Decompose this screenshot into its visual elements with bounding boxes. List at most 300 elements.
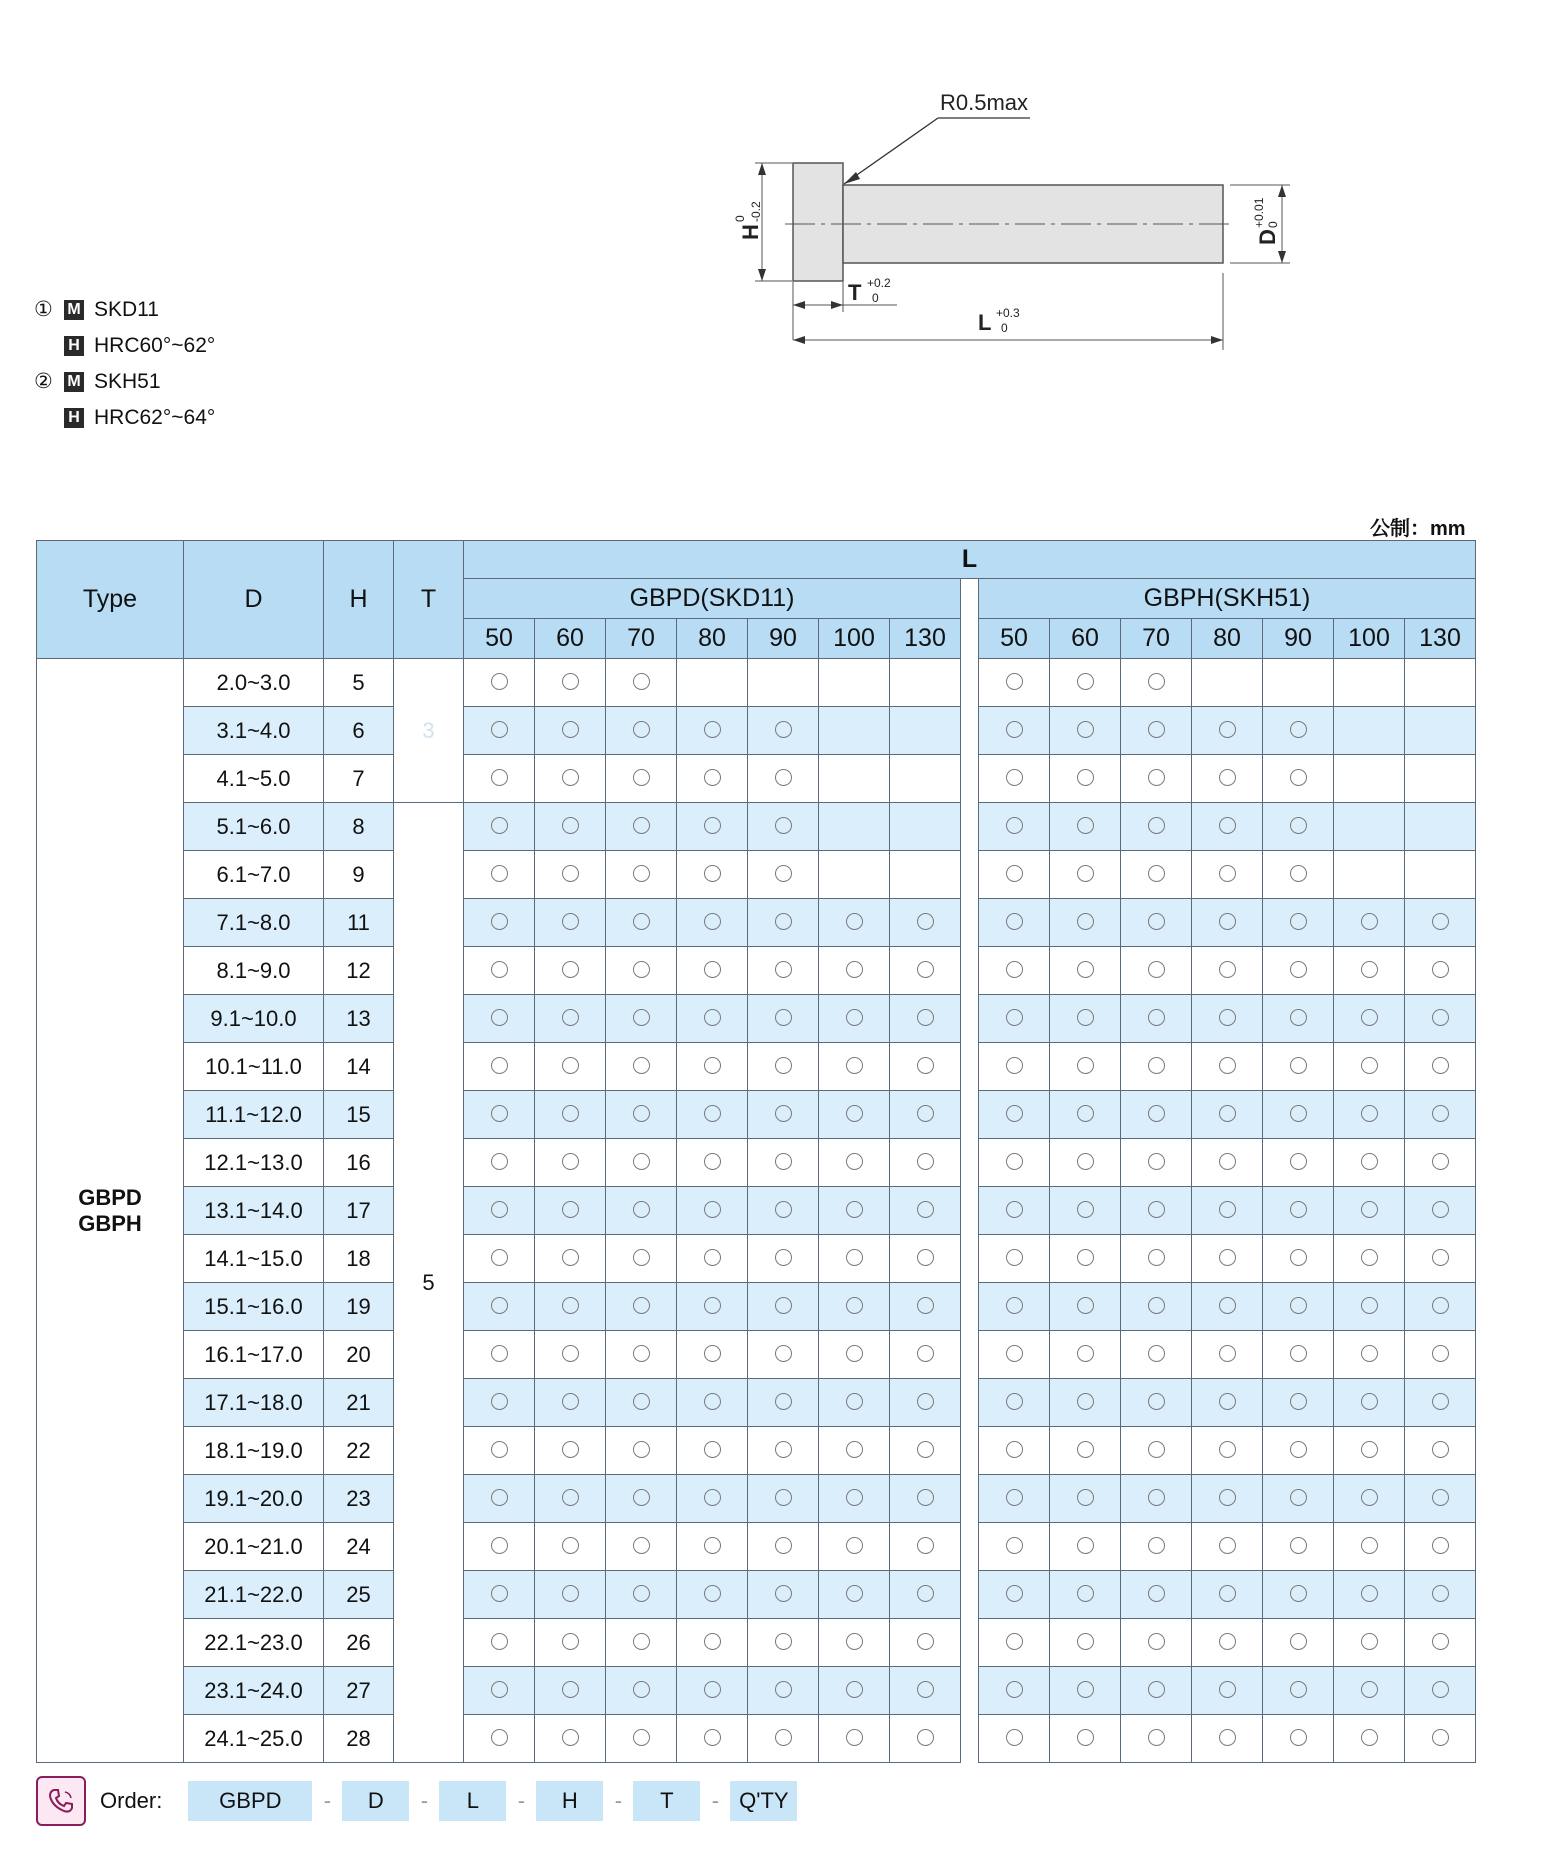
- available-circle-icon: [704, 1105, 721, 1122]
- d-cell: 18.1~19.0: [184, 1427, 324, 1475]
- available-circle-icon: [562, 1633, 579, 1650]
- availability-cell: [890, 1331, 961, 1379]
- table-body: [37, 659, 1476, 1763]
- availability-cell: [979, 803, 1050, 851]
- availability-cell: [1050, 1283, 1121, 1331]
- h-cell: 12: [324, 947, 394, 995]
- h-cell: 23: [324, 1475, 394, 1523]
- unit-label: 公制：mm: [1370, 518, 1466, 540]
- length-header: 100: [1334, 619, 1405, 659]
- available-circle-icon: [1290, 1153, 1307, 1170]
- availability-cell: [819, 1571, 890, 1619]
- d-header: D: [184, 541, 324, 659]
- available-circle-icon: [562, 721, 579, 738]
- available-circle-icon: [1006, 769, 1023, 786]
- availability-cell: [1192, 803, 1263, 851]
- availability-cell: [1405, 1331, 1476, 1379]
- available-circle-icon: [562, 865, 579, 882]
- available-circle-icon: [633, 1057, 650, 1074]
- available-circle-icon: [1432, 1633, 1449, 1650]
- order-label: Order:: [100, 1788, 163, 1813]
- availability-cell: [1121, 851, 1192, 899]
- available-circle-icon: [1432, 1489, 1449, 1506]
- availability-cell: [606, 1091, 677, 1139]
- available-circle-icon: [775, 1681, 792, 1698]
- available-circle-icon: [1006, 1009, 1023, 1026]
- spec-table: [36, 540, 1476, 1763]
- availability-cell: [1192, 1379, 1263, 1427]
- availability-cell: [606, 947, 677, 995]
- available-circle-icon: [1219, 865, 1236, 882]
- material-name: SKD11: [94, 298, 159, 321]
- available-circle-icon: [1006, 1585, 1023, 1602]
- available-circle-icon: [775, 1441, 792, 1458]
- material-2-line: [34, 364, 215, 400]
- available-circle-icon: [633, 1009, 650, 1026]
- availability-cell: [677, 1427, 748, 1475]
- d-cell: 22.1~23.0: [184, 1619, 324, 1667]
- available-circle-icon: [1148, 1201, 1165, 1218]
- group-gap: [961, 1091, 979, 1139]
- availability-cell: [890, 1475, 961, 1523]
- availability-cell: [890, 1235, 961, 1283]
- availability-cell: [979, 659, 1050, 707]
- available-circle-icon: [562, 1201, 579, 1218]
- length-header: 80: [677, 619, 748, 659]
- availability-cell: [1334, 755, 1405, 803]
- availability-cell: [464, 1427, 535, 1475]
- availability-cell: [464, 947, 535, 995]
- available-circle-icon: [1361, 1441, 1378, 1458]
- availability-cell: [819, 1379, 890, 1427]
- group-gap: [961, 1187, 979, 1235]
- d-cell: 19.1~20.0: [184, 1475, 324, 1523]
- available-circle-icon: [1219, 1057, 1236, 1074]
- availability-cell: [1192, 947, 1263, 995]
- available-circle-icon: [846, 1537, 863, 1554]
- table-row: [37, 1715, 1476, 1763]
- table-row: [37, 1091, 1476, 1139]
- h-tol-upper: 0: [733, 215, 747, 222]
- availability-cell: [1334, 1187, 1405, 1235]
- h-cell: 26: [324, 1619, 394, 1667]
- availability-cell: [1050, 1331, 1121, 1379]
- available-circle-icon: [491, 1729, 508, 1746]
- availability-cell: [464, 1091, 535, 1139]
- availability-cell: [464, 1475, 535, 1523]
- availability-cell: [535, 1667, 606, 1715]
- available-circle-icon: [917, 1105, 934, 1122]
- available-circle-icon: [704, 1585, 721, 1602]
- available-circle-icon: [1006, 817, 1023, 834]
- group-gap: [961, 1283, 979, 1331]
- availability-cell: [535, 1427, 606, 1475]
- available-circle-icon: [1006, 673, 1023, 690]
- available-circle-icon: [775, 1489, 792, 1506]
- availability-cell: [677, 899, 748, 947]
- available-circle-icon: [1077, 913, 1094, 930]
- availability-cell: [1334, 1427, 1405, 1475]
- availability-cell: [535, 899, 606, 947]
- availability-cell: [1405, 1715, 1476, 1763]
- available-circle-icon: [704, 1201, 721, 1218]
- availability-cell: [890, 947, 961, 995]
- availability-cell: [1263, 1619, 1334, 1667]
- order-separator: -: [711, 1788, 720, 1813]
- availability-cell: [1050, 1475, 1121, 1523]
- available-circle-icon: [1361, 1057, 1378, 1074]
- availability-cell: [979, 1379, 1050, 1427]
- availability-cell: [1334, 1043, 1405, 1091]
- availability-cell: [1121, 1235, 1192, 1283]
- availability-cell: [606, 1667, 677, 1715]
- available-circle-icon: [846, 1297, 863, 1314]
- available-circle-icon: [1361, 1009, 1378, 1026]
- d-cell: 20.1~21.0: [184, 1523, 324, 1571]
- availability-cell: [677, 995, 748, 1043]
- available-circle-icon: [1432, 1681, 1449, 1698]
- availability-cell: [1121, 899, 1192, 947]
- available-circle-icon: [775, 1057, 792, 1074]
- d-cell: 4.1~5.0: [184, 755, 324, 803]
- available-circle-icon: [491, 961, 508, 978]
- available-circle-icon: [1361, 1393, 1378, 1410]
- available-circle-icon: [846, 1201, 863, 1218]
- available-circle-icon: [1148, 1105, 1165, 1122]
- group-gap: [961, 1331, 979, 1379]
- availability-cell: [1192, 1667, 1263, 1715]
- group-gap: [961, 1667, 979, 1715]
- table-row: [37, 659, 1476, 707]
- t-dim-label: T: [848, 280, 862, 305]
- available-circle-icon: [633, 1297, 650, 1314]
- availability-cell: [748, 659, 819, 707]
- availability-cell: [890, 755, 961, 803]
- availability-cell: [1192, 1091, 1263, 1139]
- availability-cell: [748, 1619, 819, 1667]
- available-circle-icon: [1361, 1201, 1378, 1218]
- available-circle-icon: [1077, 769, 1094, 786]
- table-row: [37, 1619, 1476, 1667]
- phone-icon: [36, 1776, 86, 1826]
- available-circle-icon: [633, 1633, 650, 1650]
- available-circle-icon: [1148, 961, 1165, 978]
- available-circle-icon: [704, 769, 721, 786]
- available-circle-icon: [491, 865, 508, 882]
- available-circle-icon: [633, 961, 650, 978]
- available-circle-icon: [1077, 1489, 1094, 1506]
- availability-cell: [464, 1571, 535, 1619]
- availability-cell: [1263, 1571, 1334, 1619]
- availability-cell: [535, 1619, 606, 1667]
- available-circle-icon: [562, 1297, 579, 1314]
- availability-cell: [819, 1619, 890, 1667]
- availability-cell: [1192, 1283, 1263, 1331]
- available-circle-icon: [491, 1441, 508, 1458]
- table-row: [37, 995, 1476, 1043]
- availability-cell: [819, 1667, 890, 1715]
- available-circle-icon: [1077, 1345, 1094, 1362]
- available-circle-icon: [1148, 769, 1165, 786]
- availability-cell: [1050, 1379, 1121, 1427]
- availability-cell: [979, 995, 1050, 1043]
- availability-cell: [677, 1715, 748, 1763]
- availability-cell: [677, 755, 748, 803]
- availability-cell: [819, 851, 890, 899]
- availability-cell: [535, 1283, 606, 1331]
- availability-cell: [979, 1619, 1050, 1667]
- available-circle-icon: [1006, 721, 1023, 738]
- available-circle-icon: [775, 1345, 792, 1362]
- availability-cell: [1263, 659, 1334, 707]
- availability-cell: [464, 1283, 535, 1331]
- available-circle-icon: [1432, 1057, 1449, 1074]
- availability-cell: [606, 1571, 677, 1619]
- availability-cell: [535, 1475, 606, 1523]
- pin-drawing: [700, 90, 1350, 360]
- available-circle-icon: [1219, 1633, 1236, 1650]
- available-circle-icon: [1148, 1009, 1165, 1026]
- table-row: [37, 1139, 1476, 1187]
- h-cell: 5: [324, 659, 394, 707]
- available-circle-icon: [633, 1585, 650, 1602]
- availability-cell: [464, 995, 535, 1043]
- available-circle-icon: [1077, 1441, 1094, 1458]
- available-circle-icon: [1006, 1729, 1023, 1746]
- availability-cell: [1192, 1475, 1263, 1523]
- m-badge-icon: M: [64, 372, 84, 392]
- availability-cell: [890, 851, 961, 899]
- available-circle-icon: [917, 1345, 934, 1362]
- availability-cell: [979, 1091, 1050, 1139]
- h-cell: 13: [324, 995, 394, 1043]
- h-cell: 7: [324, 755, 394, 803]
- availability-cell: [464, 1667, 535, 1715]
- h-cell: 20: [324, 1331, 394, 1379]
- availability-cell: [1334, 1475, 1405, 1523]
- availability-cell: [606, 803, 677, 851]
- order-separator: -: [420, 1788, 429, 1813]
- available-circle-icon: [1077, 817, 1094, 834]
- available-circle-icon: [846, 1585, 863, 1602]
- availability-cell: [1192, 707, 1263, 755]
- available-circle-icon: [1006, 1537, 1023, 1554]
- available-circle-icon: [491, 1057, 508, 1074]
- available-circle-icon: [704, 1393, 721, 1410]
- available-circle-icon: [1290, 769, 1307, 786]
- availability-cell: [1405, 1139, 1476, 1187]
- available-circle-icon: [1219, 721, 1236, 738]
- available-circle-icon: [562, 769, 579, 786]
- available-circle-icon: [917, 961, 934, 978]
- available-circle-icon: [775, 1393, 792, 1410]
- available-circle-icon: [562, 1729, 579, 1746]
- available-circle-icon: [1219, 1009, 1236, 1026]
- d-cell: 3.1~4.0: [184, 707, 324, 755]
- availability-cell: [979, 707, 1050, 755]
- availability-cell: [464, 1715, 535, 1763]
- length-header: 70: [606, 619, 677, 659]
- availability-cell: [819, 707, 890, 755]
- availability-cell: [1121, 995, 1192, 1043]
- available-circle-icon: [1432, 913, 1449, 930]
- available-circle-icon: [775, 769, 792, 786]
- availability-cell: [1334, 1379, 1405, 1427]
- available-circle-icon: [1219, 1153, 1236, 1170]
- h-badge-icon: H: [64, 336, 84, 356]
- availability-cell: [1192, 1571, 1263, 1619]
- availability-cell: [1334, 1091, 1405, 1139]
- available-circle-icon: [1219, 1489, 1236, 1506]
- availability-cell: [890, 1187, 961, 1235]
- availability-cell: [819, 1283, 890, 1331]
- available-circle-icon: [1432, 1345, 1449, 1362]
- available-circle-icon: [1361, 1633, 1378, 1650]
- available-circle-icon: [1219, 1681, 1236, 1698]
- available-circle-icon: [633, 1249, 650, 1266]
- length-header: 90: [1263, 619, 1334, 659]
- availability-cell: [1334, 947, 1405, 995]
- available-circle-icon: [1290, 1009, 1307, 1026]
- available-circle-icon: [846, 1057, 863, 1074]
- availability-cell: [606, 1523, 677, 1571]
- availability-cell: [1405, 803, 1476, 851]
- available-circle-icon: [704, 913, 721, 930]
- availability-cell: [464, 1043, 535, 1091]
- l-tol-upper: +0.3: [996, 306, 1020, 320]
- available-circle-icon: [1361, 1345, 1378, 1362]
- availability-cell: [1263, 1379, 1334, 1427]
- availability-cell: [1050, 755, 1121, 803]
- available-circle-icon: [1432, 1537, 1449, 1554]
- availability-cell: [1334, 1619, 1405, 1667]
- availability-cell: [1121, 1139, 1192, 1187]
- available-circle-icon: [1006, 1057, 1023, 1074]
- available-circle-icon: [917, 1729, 934, 1746]
- h-cell: 9: [324, 851, 394, 899]
- available-circle-icon: [1361, 1297, 1378, 1314]
- availability-cell: [1050, 803, 1121, 851]
- available-circle-icon: [704, 1537, 721, 1554]
- availability-cell: [1405, 1427, 1476, 1475]
- table-row: [37, 947, 1476, 995]
- availability-cell: [1334, 1331, 1405, 1379]
- availability-cell: [1050, 1619, 1121, 1667]
- available-circle-icon: [704, 817, 721, 834]
- available-circle-icon: [1219, 1345, 1236, 1362]
- available-circle-icon: [491, 1681, 508, 1698]
- availability-cell: [535, 1571, 606, 1619]
- available-circle-icon: [1077, 1249, 1094, 1266]
- available-circle-icon: [1006, 1249, 1023, 1266]
- available-circle-icon: [775, 913, 792, 930]
- availability-cell: [979, 1523, 1050, 1571]
- group-gap: [961, 851, 979, 899]
- availability-cell: [1050, 1139, 1121, 1187]
- availability-cell: [979, 1187, 1050, 1235]
- order-bar: [36, 1777, 797, 1825]
- available-circle-icon: [491, 1633, 508, 1650]
- type-line: GBPH: [78, 1210, 142, 1236]
- available-circle-icon: [775, 1585, 792, 1602]
- length-header: 90: [748, 619, 819, 659]
- availability-cell: [1192, 659, 1263, 707]
- d-cell: 6.1~7.0: [184, 851, 324, 899]
- available-circle-icon: [1290, 1681, 1307, 1698]
- group-gap: [961, 1571, 979, 1619]
- available-circle-icon: [1006, 1489, 1023, 1506]
- availability-cell: [464, 803, 535, 851]
- availability-cell: [1121, 1523, 1192, 1571]
- available-circle-icon: [1077, 1585, 1094, 1602]
- available-circle-icon: [1148, 673, 1165, 690]
- availability-cell: [677, 707, 748, 755]
- available-circle-icon: [491, 1201, 508, 1218]
- available-circle-icon: [1219, 817, 1236, 834]
- availability-cell: [890, 1427, 961, 1475]
- available-circle-icon: [562, 1585, 579, 1602]
- available-circle-icon: [633, 1345, 650, 1362]
- availability-cell: [606, 1043, 677, 1091]
- available-circle-icon: [1148, 1345, 1165, 1362]
- h-cell: 24: [324, 1523, 394, 1571]
- d-cell: 15.1~16.0: [184, 1283, 324, 1331]
- availability-cell: [1050, 1667, 1121, 1715]
- availability-cell: [979, 1571, 1050, 1619]
- available-circle-icon: [1290, 1585, 1307, 1602]
- available-circle-icon: [491, 673, 508, 690]
- available-circle-icon: [1290, 1249, 1307, 1266]
- availability-cell: [606, 659, 677, 707]
- availability-cell: [606, 995, 677, 1043]
- material-index: ②: [34, 370, 53, 393]
- availability-cell: [1405, 851, 1476, 899]
- t-header: T: [394, 541, 464, 659]
- availability-cell: [748, 803, 819, 851]
- availability-cell: [1192, 1187, 1263, 1235]
- availability-cell: [979, 1715, 1050, 1763]
- availability-cell: [890, 1619, 961, 1667]
- available-circle-icon: [1148, 865, 1165, 882]
- availability-cell: [979, 1667, 1050, 1715]
- available-circle-icon: [491, 1585, 508, 1602]
- group-gap: [961, 1043, 979, 1091]
- availability-cell: [1050, 1571, 1121, 1619]
- available-circle-icon: [917, 1633, 934, 1650]
- availability-cell: [1050, 1427, 1121, 1475]
- table-row: [37, 803, 1476, 851]
- availability-cell: [1334, 995, 1405, 1043]
- available-circle-icon: [633, 721, 650, 738]
- availability-cell: [748, 1187, 819, 1235]
- l-header: L: [464, 541, 1476, 579]
- availability-cell: [1121, 755, 1192, 803]
- available-circle-icon: [1077, 1633, 1094, 1650]
- d-cell: 10.1~11.0: [184, 1043, 324, 1091]
- availability-cell: [1405, 995, 1476, 1043]
- h-cell: 21: [324, 1379, 394, 1427]
- available-circle-icon: [846, 1105, 863, 1122]
- t-tol-lower: 0: [872, 291, 879, 305]
- group-gap: [961, 1235, 979, 1283]
- availability-cell: [819, 1235, 890, 1283]
- availability-cell: [677, 803, 748, 851]
- availability-cell: [1263, 899, 1334, 947]
- available-circle-icon: [633, 1201, 650, 1218]
- available-circle-icon: [1006, 865, 1023, 882]
- available-circle-icon: [704, 1249, 721, 1266]
- available-circle-icon: [1290, 1345, 1307, 1362]
